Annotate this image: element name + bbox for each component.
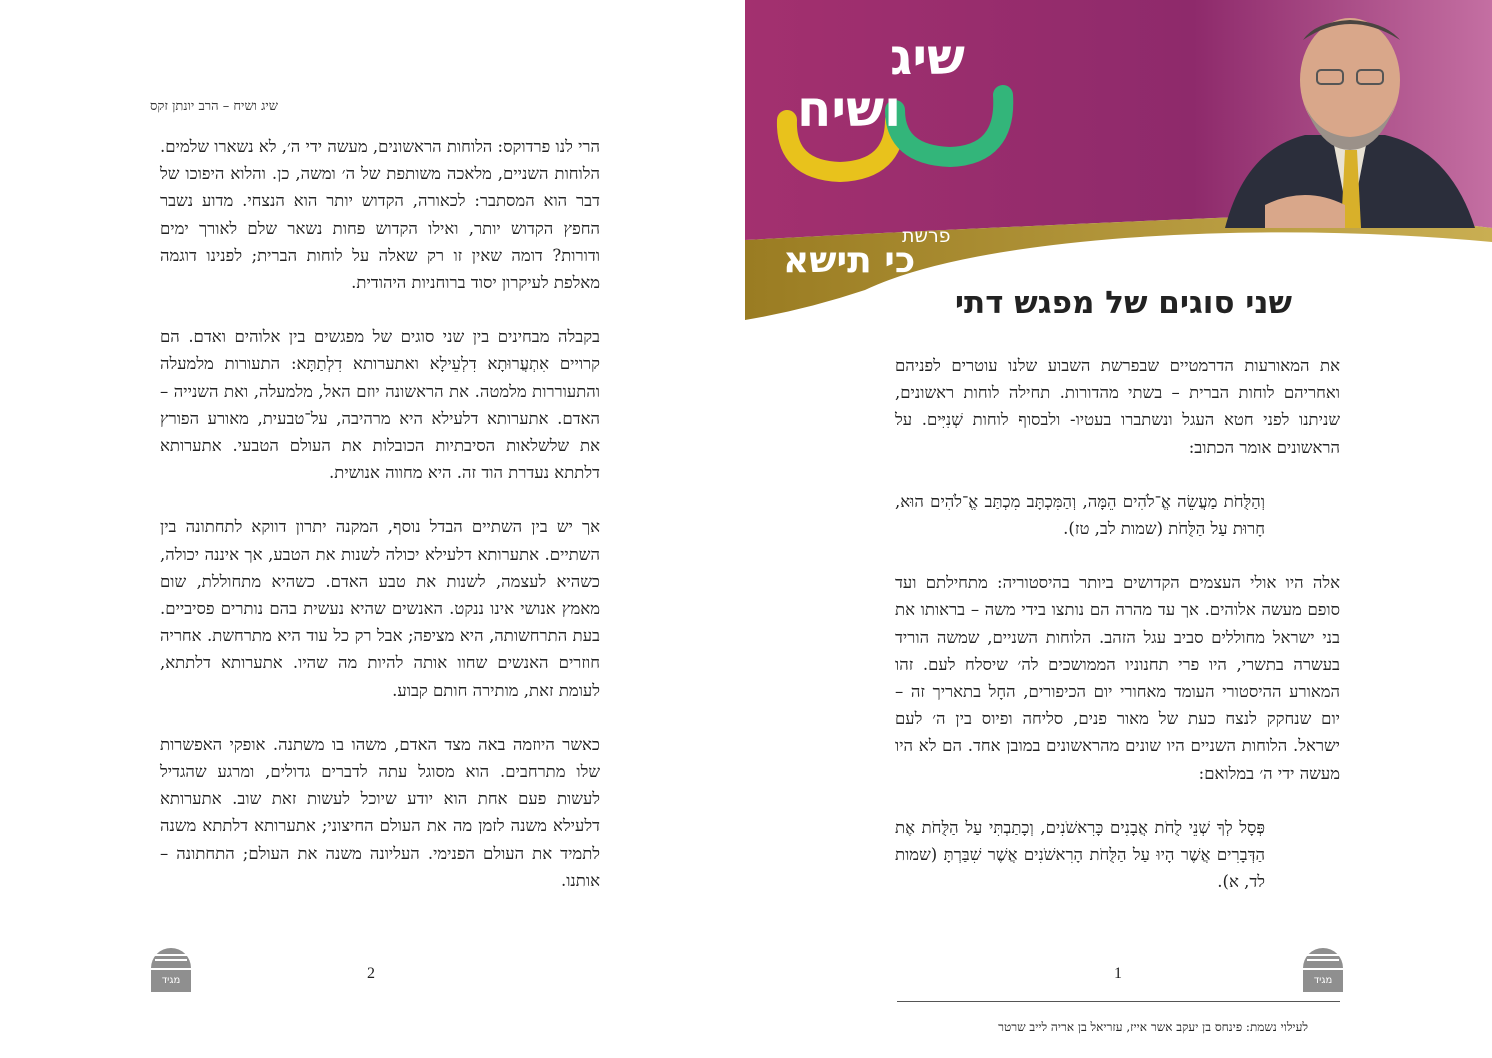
publisher-logo: [151, 948, 191, 993]
logo-text: מגיד: [151, 970, 191, 992]
paragraph: בקבלה מבחינים בין שני סוגים של מפגשים בין אלוהים ואדם. הם קרויים אִתְעֲרוּתָא דִלְעֵילָא ואתערותא דִלְתַתָּא: התעורות מלמעלה והתעוררות מלמטה. את הראשונה יוזם האל, מלמעלה, ואת השנייה – האדם. אתערותא דלעילא היא מרהיבה, על־טבעית, מאורע הפורץ את שלשלאות הסיבתיות הכובלות את העולם הטבעי. אתערותא דלתתא נעדרת הוד זה. היא מחווה אנושית.: [160, 327, 600, 483]
right-page: [745, 0, 1492, 1058]
running-head: שיג ושיח – הרב יונתן זקס: [150, 99, 279, 114]
paragraph: כאשר היוזמה באה מצד האדם, משהו בו משתנה. אופקי האפשרות שלו מתרחבים. הוא מסוגל עתה לדברים גדולים, ומרגע שהגדיל לעשות פעם אחת הוא יודע שיוכל לעשות זאת שוב. אתערותא דלעילא משנה לזמן מה את העולם החיצוני; אתערותא דלתתא משנה לתמיד את העולם הפנימי. העליונה משנה את העולם; התחתונה – אותנו.: [160, 734, 600, 890]
page-number: 1: [1114, 965, 1122, 982]
scripture-quote: וְהַלֻּחֹת מַעֲשֵׂה אֱ־לֹהִים הֵמָּה, וְהַמִּכְתָּב מִכְתַּב אֱ־לֹהִים הוּא, חָרוּת עַל הַלֻּחֹת (שמות לב, טז).: [895, 491, 1265, 539]
logo-text: מגיד: [1303, 970, 1343, 992]
logo-dome-icon: [1303, 948, 1343, 968]
paragraph: אך יש בין השתיים הבדל נוסף, המקנה יתרון דווקא לתחתונה בין השתיים. אתערותא דלעילא יכולה לשנות את הטבע, אך איננה יכולה, כשהיא לעצמה, לשנות את טבע האדם. כשהיא מתחוללת, שום מאמץ אנושי אינו ננקט. האנשים שהיא נעשית בהם נותרים פסיביים. בעת התרחשותה, היא מציפה; אבל רק כל עוד היא מתרחשת. אחריה חוזרים האנשים שחוו אותה להיות מה שהיו. אתערותא דלתתא, לעומת זאת, מותירה חותם קבוע.: [160, 517, 600, 700]
left-page: [0, 0, 745, 1058]
publisher-logo: [1303, 948, 1343, 993]
article-title: שני סוגים של מפגש דתי: [954, 285, 1292, 321]
left-page-text: [160, 133, 600, 921]
dedication: לעילוי נשמת: פינחס בן יעקב אשר אייז, עזריאל בן אריה לייב שרטר: [998, 1020, 1308, 1034]
series-title-top: שיג: [890, 28, 965, 86]
parsha-name: כי תישא: [783, 240, 916, 281]
right-page-text: [895, 352, 1340, 922]
page-number: 2: [367, 965, 375, 982]
scripture-quote: פְּסָל לְךָ שְׁנֵי לֻחֹת אֲבָנִים כָּרִאשֹׁנִים, וְכָתַבְתִּי עַל הַלֻּחֹת אֶת הַדְּבָרִים אֲשֶׁר הָיוּ עַל הַלֻּחֹת הָרִאשֹׁנִים אֲשֶׁר שִׁבַּרְתָּ (שמות לד, א).: [895, 817, 1265, 892]
footer-divider: [897, 1001, 1340, 1002]
paragraph: את המאורעות הדרמטיים שבפרשת השבוע שלנו עוטרים לפניהם ואחריהם לוחות הברית – בשתי מהדורות. תחילה לוחות ראשונים, שניתנו לפני חטא העגל ונשתברו בעטיו- ולבסוף לוחות שְׁנִיִּים. על הראשונים אומר הכתוב:: [895, 356, 1340, 457]
parsha-label: פרשת: [902, 225, 951, 247]
paragraph: הרי לנו פרדוקס: הלוחות הראשונים, מעשה ידי ה׳, לא נשארו שלמים. הלוחות השניים, מלאכה משותפת של ה׳ ומשה, כן. והלוא היפוכו של דבר הוא המסתבר: לכאורה, הקדוש יותר הוא הנצחי. מדוע נשבר החפץ הקדוש יותר, ואילו הקדוש פחות נשאר שלם לאורך ימים ודורות? דומה שאין זו רק שאלה על לוחות הברית; לפנינו דוגמה מאלפת לעיקרון יסוד ברוחניות היהודית.: [160, 137, 600, 293]
paragraph: אלה היו אולי העצמים הקדושים ביותר בהיסטוריה: מתחילתם ועד סופם מעשה אלוהים. אך עד מהרה הם נותצו בידי משה – בראותו את בני ישראל מחוללים סביב עגל הזהב. הלוחות השניים, שמשה הוריד בעשרה בתשרי, היו פרי תחנוניו הממושכים לה׳ שיסלח לעם. זהו המאורע ההיסטורי העומד מאחורי יום הכיפורים, החָל בתאריך זה – יום שנחקק לנצח כעת של מאור פנים, סליחה ופיוס בין ה׳ לעם ישראל. הלוחות השניים היו שונים מהראשונים במובן אחד. הם לא היו מעשה ידי ה׳ במלואם:: [895, 573, 1340, 783]
logo-dome-icon: [151, 948, 191, 968]
header-banner: [745, 0, 1492, 320]
series-title-bottom: ושיח: [797, 80, 902, 138]
